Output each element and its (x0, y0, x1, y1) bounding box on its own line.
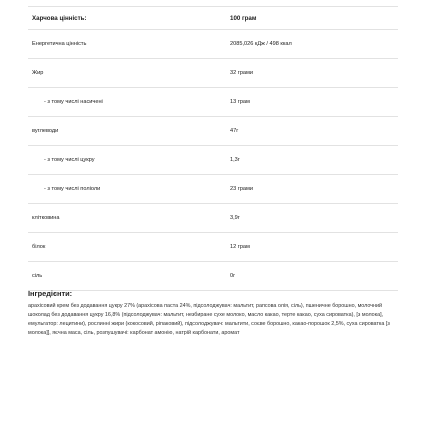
nutrition-row (28, 30, 398, 59)
nutrition-row (28, 175, 398, 204)
ingredients-text: арахісовий крем без додавання цукру 27% (арахісова паста 24%, підсолоджувач: мальтит, рапсова олія, сіль), пшеничне борошно, молочний шоколад без додавання цукру 16,8% (підсолоджувач: мальтит, незбиране сухе молоко, масло какао, терте какао, суха сироватка), [з молока], емульгатор: лецитини), рослинні жири (кокосовий, ріпаковий), підсолоджувач: мальтити, соєве борошно, какао-порошок 2,5%, суха сироватка [з молока]], яєчна маса, сіль, розпушувачі: карбонат амонію, натрій карбонати, аромат (28, 303, 390, 337)
nutrition-row (28, 59, 398, 88)
nutrition-row (28, 233, 398, 262)
nutrient-value: 3,9г (230, 215, 240, 221)
nutrient-label: сіль (32, 273, 43, 279)
nutrient-label: клітковина (32, 215, 60, 221)
nutrition-row (28, 117, 398, 146)
nutrition-row (28, 88, 398, 117)
ingredients-title: Інгредієнти: (28, 289, 73, 298)
nutrition-table (28, 6, 398, 291)
nutrient-value: 47г (230, 128, 239, 134)
nutrient-value: 32 грами (230, 70, 254, 76)
nutrient-label: Енергетична цінність (32, 41, 87, 47)
nutrition-header-label: Харчова цінність: (32, 14, 87, 22)
nutrient-value: 12 грам (230, 244, 250, 250)
nutrient-label: Жир (32, 70, 44, 76)
nutrient-value: 2085,026 кДж / 498 ккал (230, 41, 292, 47)
nutrition-row (28, 204, 398, 233)
nutrition-row (28, 146, 398, 175)
nutrient-label: - з тому числі цукру (44, 157, 95, 163)
nutrient-value: 1,3г (230, 157, 240, 163)
nutrient-label: білок (32, 244, 46, 250)
nutrient-label: вуглеводи (32, 128, 59, 134)
nutrient-value: 13 грам (230, 99, 250, 105)
nutrient-label: - з тому числі поліоли (44, 186, 101, 192)
nutrient-label: - з тому числі насичені (44, 99, 103, 105)
nutrient-value: 0г (230, 273, 236, 279)
nutrition-row (28, 262, 398, 291)
nutrition-header-value: 100 грам (230, 14, 257, 22)
nutrient-value: 23 грами (230, 186, 254, 192)
nutrition-header-row (28, 7, 398, 30)
